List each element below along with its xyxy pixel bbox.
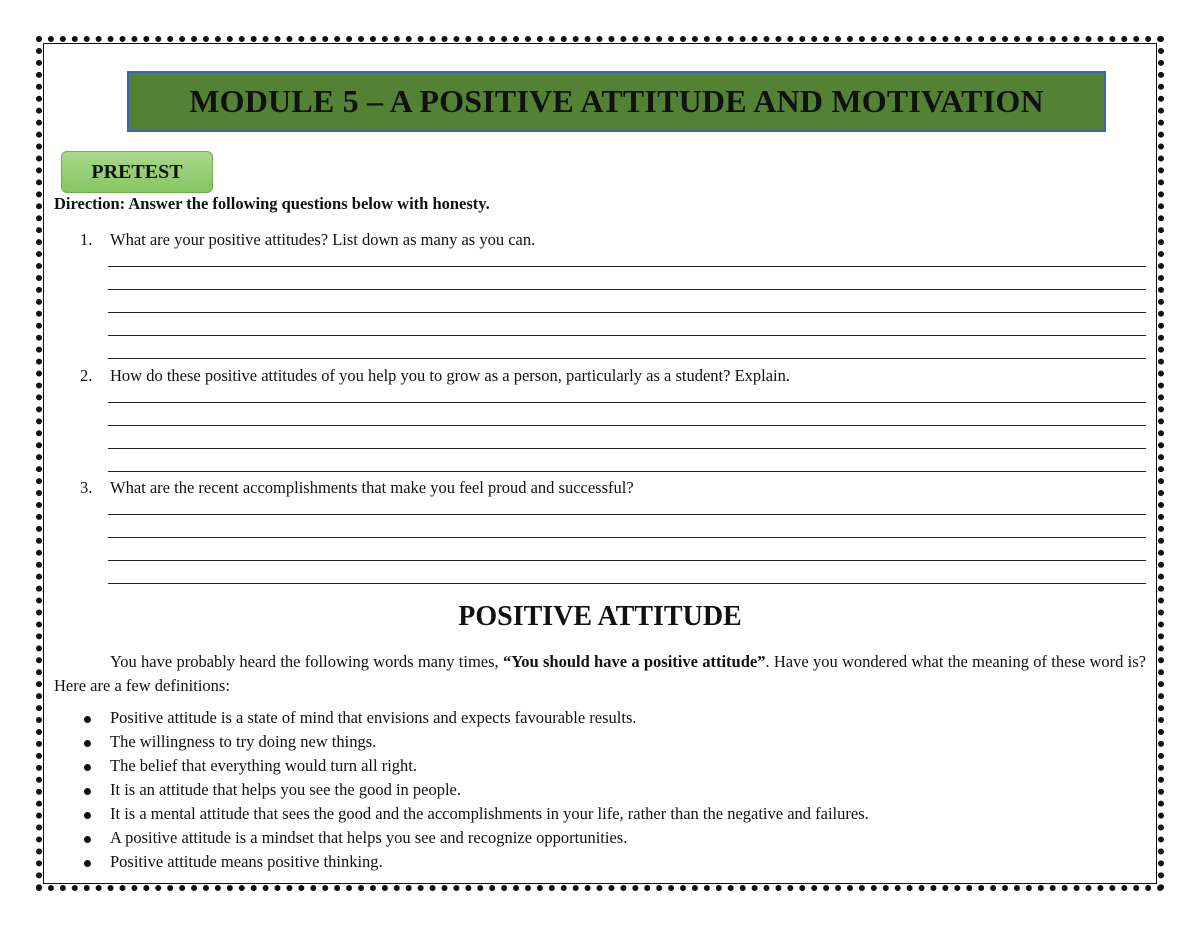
intro-after: . Have you wondered what the meaning of these word is? Here are a few definitions: bbox=[54, 652, 1146, 695]
question-text: What are your positive attitudes? List down as many as you can. bbox=[110, 230, 536, 249]
answer-line[interactable] bbox=[108, 514, 1146, 515]
definition-text: It is a mental attitude that sees the good and the accomplishments in your life, rather than the negative and failures. bbox=[110, 804, 869, 823]
section-heading: POSITIVE ATTITUDE bbox=[458, 601, 742, 632]
bullet-icon bbox=[84, 836, 91, 843]
definition-text: Positive attitude means positive thinking. bbox=[110, 852, 383, 871]
answer-line[interactable] bbox=[108, 289, 1146, 290]
answer-line[interactable] bbox=[108, 312, 1146, 313]
module-title-banner bbox=[127, 71, 1106, 132]
bullet-icon bbox=[84, 812, 91, 819]
answer-line[interactable] bbox=[108, 266, 1146, 267]
question-number: 1. bbox=[80, 230, 93, 249]
definition-text: A positive attitude is a mindset that helps you see and recognize opportunities. bbox=[110, 828, 628, 847]
question-number: 3. bbox=[80, 478, 93, 497]
definition-text: Positive attitude is a state of mind that envisions and expects favourable results. bbox=[110, 708, 637, 727]
bullet-icon bbox=[84, 860, 91, 867]
answer-line[interactable] bbox=[108, 583, 1146, 584]
intro-before: You have probably heard the following words many times, bbox=[110, 652, 503, 671]
answer-line[interactable] bbox=[108, 471, 1146, 472]
intro-paragraph bbox=[54, 650, 1146, 698]
answer-line[interactable] bbox=[108, 560, 1146, 561]
answer-line[interactable] bbox=[108, 537, 1146, 538]
direction-text: Direction: Answer the following questions below with honesty. bbox=[54, 194, 490, 213]
bullet-icon bbox=[84, 716, 91, 723]
answer-line[interactable] bbox=[108, 335, 1146, 336]
definition-text: The belief that everything would turn all right. bbox=[110, 756, 417, 775]
answer-line[interactable] bbox=[108, 448, 1146, 449]
bullet-icon bbox=[84, 788, 91, 795]
bullet-icon bbox=[84, 740, 91, 747]
definition-text: The willingness to try doing new things. bbox=[110, 732, 377, 751]
question-text: What are the recent accomplishments that make you feel proud and successful? bbox=[110, 478, 634, 497]
bullet-icon bbox=[84, 764, 91, 771]
pretest-label: PRETEST bbox=[61, 151, 213, 193]
answer-line[interactable] bbox=[108, 402, 1146, 403]
question-number: 2. bbox=[80, 366, 93, 385]
definition-text: It is an attitude that helps you see the good in people. bbox=[110, 780, 462, 799]
answer-line[interactable] bbox=[108, 425, 1146, 426]
question-text: How do these positive attitudes of you help you to grow as a person, particularly as a student? Explain. bbox=[110, 366, 791, 385]
module-title: MODULE 5 – A POSITIVE ATTITUDE AND MOTIVATION bbox=[189, 83, 1044, 119]
intro-quote: “You should have a positive attitude” bbox=[502, 652, 766, 671]
answer-line[interactable] bbox=[108, 358, 1146, 359]
